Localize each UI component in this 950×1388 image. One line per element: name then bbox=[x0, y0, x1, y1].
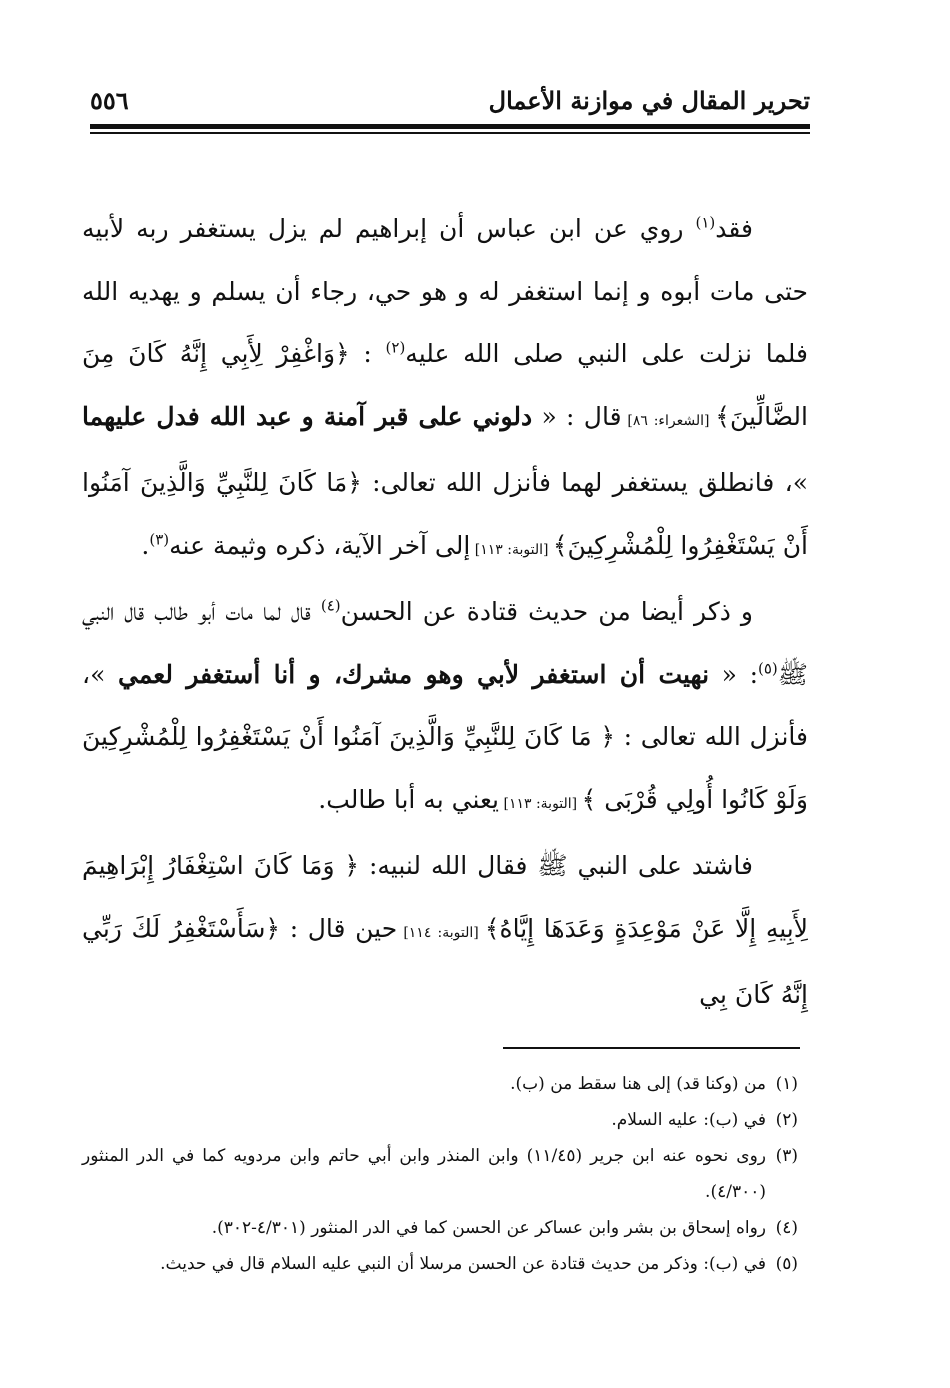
paragraph-1 bbox=[82, 198, 808, 581]
paragraph-3 bbox=[82, 835, 808, 1027]
footnote-separator bbox=[503, 1047, 800, 1049]
footnote-1 bbox=[82, 1066, 808, 1102]
footnote-marker-5: (٥) bbox=[758, 659, 778, 678]
footnote-marker-1: (١) bbox=[695, 213, 716, 232]
footnote-number: (٣) bbox=[775, 1146, 798, 1166]
text-run: فاشتد على النبي ﷺ فقال الله لنبيه: bbox=[359, 851, 753, 880]
page-number: ٥٥٦ bbox=[90, 86, 129, 115]
text-run: : bbox=[349, 339, 386, 368]
footnote-4 bbox=[82, 1210, 808, 1246]
hadith-quote: دلوني على قبر آمنة و عبد الله فدل عليهما bbox=[82, 401, 533, 431]
quran-verse: ﴿ وَمَا كَانَ اسْتِغْفَارُ إِبْرَاهِيمَ لِأَبِيهِ إِلَّا عَنْ مَوْعِدَةٍ وَعَدَهَا إِيَّاهُ﴾ bbox=[82, 851, 808, 943]
text-run: : « bbox=[709, 659, 758, 689]
footnotes bbox=[82, 1066, 808, 1282]
footnote-number: (٤) bbox=[775, 1218, 798, 1238]
text-run: إلى آخر الآية، ذكره وثيمة عنه bbox=[169, 530, 471, 560]
text-run: حين قال : bbox=[280, 913, 398, 943]
header-rule-thick bbox=[90, 124, 810, 129]
text-run: . bbox=[141, 530, 150, 560]
text-run: قال : « bbox=[532, 401, 622, 431]
footnote-text: من (وكنا قد) إلى هنا سقط من (ب). bbox=[510, 1074, 766, 1094]
text-run: روي عن ابن عباس أن إبراهيم لم يزل يستغفر ربه لأبيه حتى مات أبوه و إنما استغفر له و هو حي، رجاء أن يسلم و يهديه الله فلما نزلت على النبي صلى الله عليه bbox=[82, 214, 808, 368]
running-title: تحرير المقال في موازنة الأعمال bbox=[488, 86, 810, 115]
footnote-text: في (ب): عليه السلام. bbox=[611, 1110, 766, 1130]
footnote-marker-2: (٢) bbox=[385, 338, 406, 357]
footnote-text: في (ب): وذكر من حديث قتادة عن الحسن مرسلا أن النبي عليه السلام قال في حديث. bbox=[160, 1254, 766, 1274]
text-run: فقد bbox=[715, 214, 753, 243]
quran-verse: ﴿ مَا كَانَ لِلنَّبِيِّ وَالَّذِينَ آمَنُوا أَنْ يَسْتَغْفِرُوا لِلْمُشْرِكِينَ وَلَوْ كَانُوا أُولِي قُرْبَى ﴾ bbox=[82, 722, 808, 814]
quran-verse: ﴿وَاغْفِرْ لِأَبِي إِنَّهُ كَانَ مِنَ الضَّالِّينَ﴾ bbox=[82, 339, 808, 431]
text-run: »، فأنزل الله تعالى : bbox=[82, 659, 808, 751]
footnote-marker-3: (٣) bbox=[149, 530, 170, 549]
footnote-number: (١) bbox=[775, 1074, 798, 1094]
footnote-2 bbox=[82, 1102, 808, 1138]
main-text bbox=[82, 198, 808, 1027]
text-run: »، فانطلق يستغفر لهما فأنزل الله تعالى: bbox=[361, 468, 808, 497]
footnote-text: رواه إسحاق بن بشر وابن عساكر عن الحسن كما في الدر المنثور (٤/٣٠١-٣٠٢). bbox=[211, 1218, 766, 1238]
verse-reference: [الشعراء: ٨٦] bbox=[621, 412, 716, 429]
verse-reference: [التوبة: ١١٤] bbox=[397, 924, 485, 941]
paragraph-2 bbox=[82, 581, 808, 835]
header-rule-thin bbox=[90, 132, 810, 134]
footnote-text: روى نحوه عنه ابن جرير (١١/٤٥) وابن المنذر وابن أبي حاتم وابن مردويه كما في الدر المنثور (٤/٣٠٠). bbox=[82, 1146, 766, 1202]
footnote-number: (٥) bbox=[775, 1254, 798, 1274]
footnote-5 bbox=[82, 1246, 808, 1282]
hadith-quote: نهيت أن استغفر لأبي وهو مشرك، و أنا أستغفر لعمي bbox=[117, 659, 710, 689]
quran-verse: ﴿سَأَسْتَغْفِرُ لَكَ رَبِّي إِنَّهُ كَانَ بِي bbox=[82, 913, 808, 1009]
footnote-number: (٢) bbox=[775, 1110, 798, 1130]
quran-verse: ﴿مَا كَانَ لِلنَّبِيِّ وَالَّذِينَ آمَنُوا أَنْ يَسْتَغْفِرُوا لِلْمُشْرِكِينَ﴾ bbox=[82, 468, 808, 560]
verse-reference: [التوبة: ١١٣] bbox=[470, 541, 553, 558]
page-header bbox=[90, 84, 810, 124]
verse-reference: [التوبة: ١١٣] bbox=[499, 795, 582, 812]
footnote-marker-4: (٤) bbox=[320, 596, 341, 615]
text-run: يعني به أبا طالب. bbox=[318, 784, 500, 814]
footnote-3 bbox=[82, 1138, 808, 1210]
text-run: قال لما مات أبو طالب قال النبي ﷺ bbox=[82, 597, 808, 689]
text-run: و ذكر أيضا من حديث قتادة عن الحسن bbox=[340, 597, 753, 626]
